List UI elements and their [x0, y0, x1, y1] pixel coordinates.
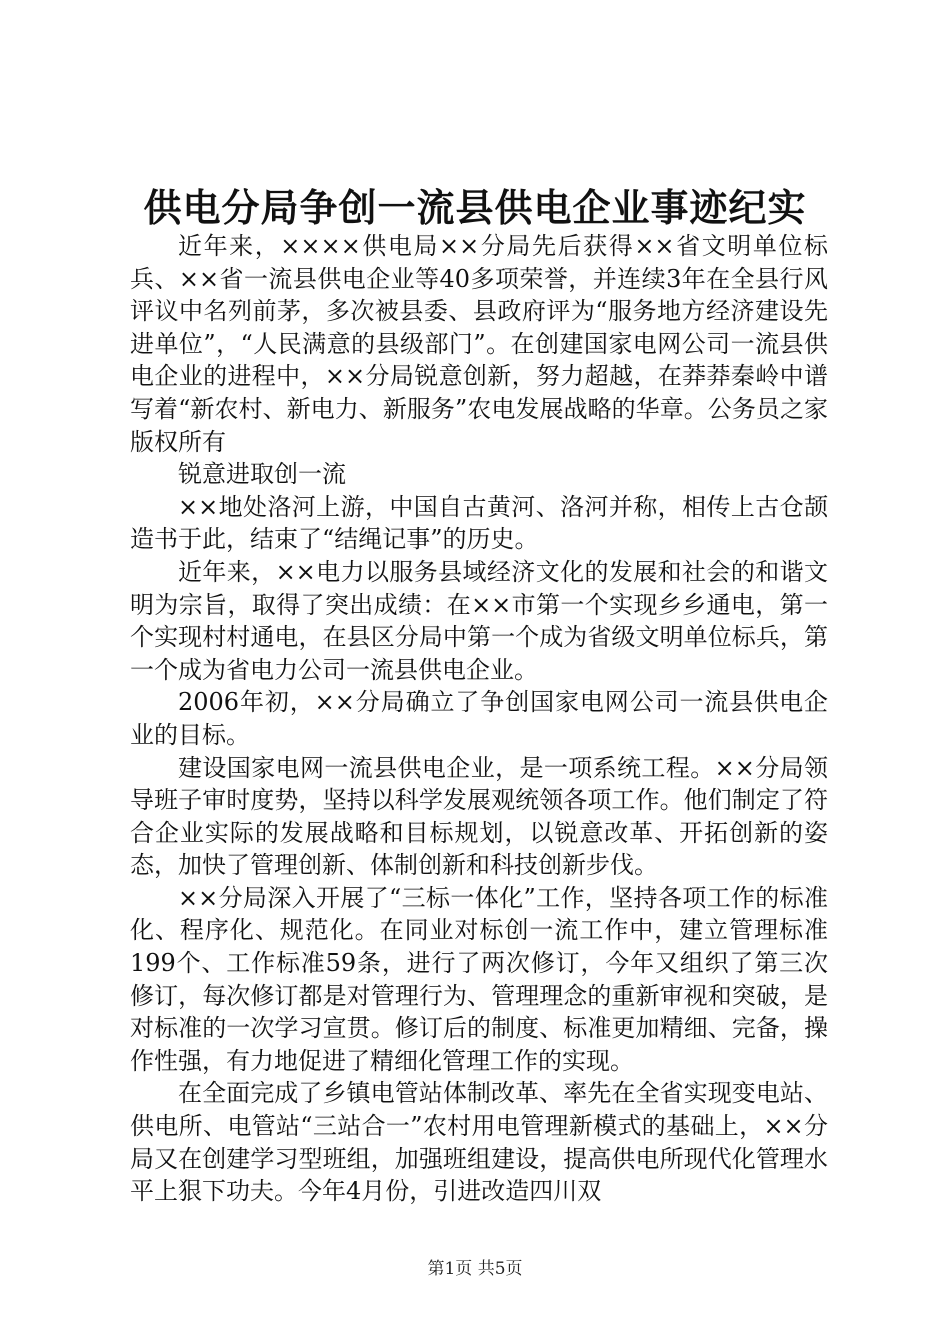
page-footer: 第1页 共5页: [427, 1259, 523, 1279]
paragraph: 近年来，××××供电局××分局先后获得××省文明单位标兵、××省一流县供电企业等40多项荣誉，并连续3年在全县行风评议中名列前茅，多次被县委、县政府评为“服务地方经济建设先进单位”，“人民满意的县级部门”。在创建国家电网公司一流县供电企业的进程中，××分局锐意创新，努力超越，在莽莽秦岭中谱写着“新农村、新电力、新服务”农电发展战略的华章。公务员之家版权所有: [130, 232, 828, 456]
document-body: [130, 230, 828, 1208]
paragraph: ××地处洛河上游，中国自古黄河、洛河并称，相传上古仓颉造书于此，结束了“结绳记事”的历史。: [130, 492, 828, 554]
paragraph: 2006年初，××分局确立了争创国家电网公司一流县供电企业的目标。: [130, 688, 828, 749]
paragraph: 近年来，××电力以服务县域经济文化的发展和社会的和谐文明为宗旨，取得了突出成绩：在××市第一个实现乡乡通电，第一个实现村村通电，在县区分局中第一个成为省级文明单位标兵，第一个成为省电力公司一流县供电企业。: [130, 557, 828, 684]
paragraph: ××分局深入开展了“三标一体化”工作，坚持各项工作的标准化、程序化、规范化。在同业对标创一流工作中，建立管理标准199个、工作标准59条，进行了两次修订，今年又组织了第三次修订，每次修订都是对管理行为、管理理念的重新审视和突破，是对标准的一次学习宣贯。修订后的制度、标准更加精细、完备，操作性强，有力地促进了精细化管理工作的实现。: [130, 883, 828, 1075]
paragraph: 在全面完成了乡镇电管站体制改革、率先在全省实现变电站、供电所、电管站“三站合一”农村用电管理新模式的基础上，××分局又在创建学习型班组，加强班组建设，提高供电所现代化管理水平上狠下功夫。今年4月份，引进改造四川双: [130, 1079, 828, 1206]
paragraph: 建设国家电网一流县供电企业，是一项系统工程。××分局领导班子审时度势，坚持以科学发展观统领各项工作。他们制定了符合企业实际的发展战略和目标规划，以锐意改革、开拓创新的姿态，加快了管理创新、体制创新和科技创新步伐。: [130, 753, 828, 880]
document-title: 供电分局争创一流县供电企业事迹纪实: [143, 185, 807, 230]
section-heading: 锐意进取创一流: [178, 460, 346, 489]
